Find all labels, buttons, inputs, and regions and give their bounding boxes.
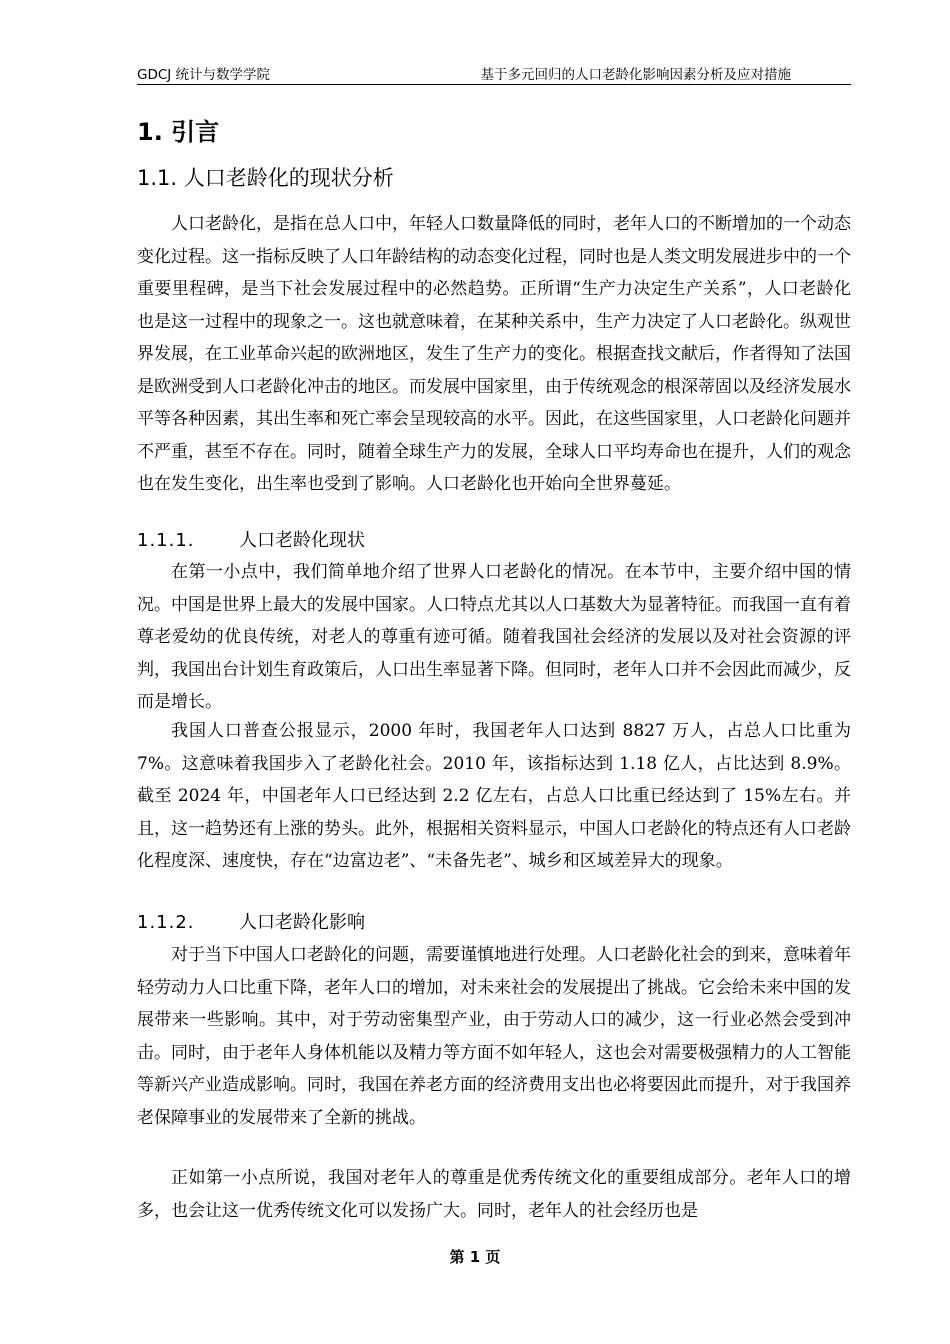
status-paragraph-2: 我国人口普查公报显示，2000 年时，我国老年人口达到 8827 万人，占总人口比重为 7%。这意味着我国步入了老龄化社会。2010 年，该指标达到 1.18 亿人，占比达到 8.9%。截至 2024 年，中国老年人口已经达到 2.2 亿左右，占总人口比重已经达到了 15%左右。并且，这一趋势还有上涨的势头。此外，根据相关资料显示，中国人口老龄化的特点还有人口老龄化程度深、速度快，存在“边富边老”、“未备先老”、城乡和区域差异大的现象。 bbox=[137, 721, 851, 871]
page-header bbox=[137, 66, 851, 85]
subsubsection-heading-status bbox=[137, 528, 365, 554]
section-heading: 1. 引言 bbox=[137, 118, 220, 146]
subsection-heading: 1.1. 人口老龄化的现状分析 bbox=[137, 166, 394, 190]
header-institution: GDCJ 统计与数学学院 bbox=[137, 67, 271, 83]
header-paper-title: 基于多元回归的人口老龄化影响因素分析及应对措施 bbox=[480, 67, 791, 83]
status-paragraph-1: 在第一小点中，我们简单地介绍了世界人口老龄化的情况。在本节中，主要介绍中国的情况。中国是世界上最大的发展中国家。人口特点尤其以人口基数大为显著特征。而我国一直有着尊老爱幼的优良传统，对老人的尊重有迹可循。随着我国社会经济的发展以及对社会资源的评判，我国出台计划生育政策后，人口出生率显著下降。但同时，老年人口并不会因此而减少，反而是增长。 bbox=[137, 562, 851, 712]
heading-title: 人口老龄化现状 bbox=[239, 530, 365, 551]
intro-paragraph: 人口老龄化，是指在总人口中，年轻人口数量降低的同时，老年人口的不断增加的一个动态变化过程。这一指标反映了人口年龄结构的动态变化过程，同时也是人类文明发展进步中的一个重要里程碑，是当下社会发展过程中的必然趋势。正所谓“生产力决定生产关系”，人口老龄化也是这一过程中的现象之一。这也就意味着，在某种关系中，生产力决定了人口老龄化。纵观世界发展，在工业革命兴起的欧洲地区，发生了生产力的变化。根据查找文献后，作者得知了法国是欧洲受到人口老龄化冲击的地区。而发展中国家里，由于传统观念的根深蒂固以及经济发展水平等各种因素，其出生率和死亡率会呈现较高的水平。因此，在这些国家里，人口老龄化问题并不严重，甚至不存在。同时，随着全球生产力的发展，全球人口平均寿命也在提升，人们的观念也在发生变化，出生率也受到了影响。人口老龄化也开始向全世界蔓延。 bbox=[137, 214, 851, 494]
heading-title: 人口老龄化影响 bbox=[239, 912, 365, 933]
subsubsection-heading-impact bbox=[137, 910, 365, 936]
impact-paragraph-1: 对于当下中国人口老龄化的问题，需要谨慎地进行处理。人口老龄化社会的到来，意味着年轻劳动力人口比重下降，老年人口的增加，对未来社会的发展提出了挑战。它会给未来中国的发展带来一些影响。其中，对于劳动密集型产业，由于劳动人口的减少，这一行业必然会受到冲击。同时，由于老年人身体机能以及精力等方面不如年轻人，这也会对需要极强精力的人工智能等新兴产业造成影响。同时，我国在养老方面的经济费用支出也必将要因此而提升，对于我国养老保障事业的发展带来了全新的挑战。 bbox=[137, 945, 851, 1128]
heading-number: 1.1.1. bbox=[137, 530, 195, 551]
impact-paragraph-2: 正如第一小点所说，我国对老年人的尊重是优秀传统文化的重要组成部分。老年人口的增多，也会让这一优秀传统文化可以发扬广大。同时，老年人的社会经历也是 bbox=[137, 1168, 851, 1221]
heading-number: 1.1.2. bbox=[137, 912, 195, 933]
page-number: 第 1 页 bbox=[449, 1248, 501, 1266]
